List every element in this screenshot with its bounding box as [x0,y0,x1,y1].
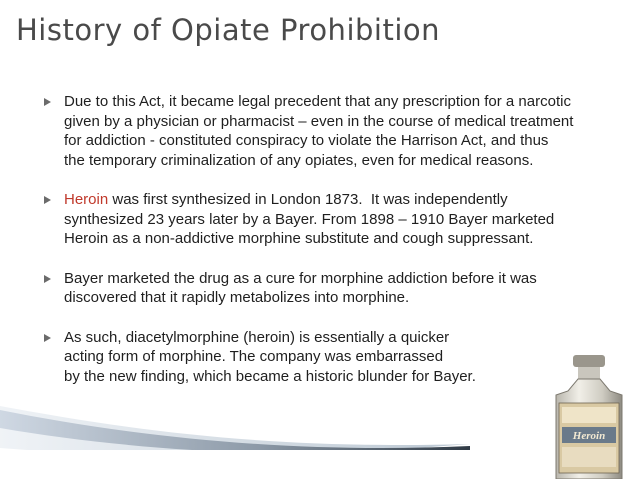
bullet-text-line [64,190,604,210]
heroin-highlight: Heroin [64,191,109,208]
bullet-text-line: synthesized 23 years later by a Bayer. From 1898 – 1910 Bayer marketed [64,210,555,228]
bullet-arrow-icon [44,334,51,342]
bullet-text-line: the temporary criminalization of any opiates, even for medical reasons. [64,151,534,169]
bullet-list [44,92,604,386]
bullet-arrow-icon [44,275,51,283]
bottle-label-text: Heroin [572,430,606,442]
bullet-arrow-icon [44,196,51,204]
bullet-text-line: acting form of morphine. The company was embarrassed [64,348,444,365]
bullet-text-line: Bayer marketed the drug as a cure for morphine addiction before it was [64,269,537,287]
bullet-text-line: Due to this Act, it became legal precedent that any prescription for a narcotic [64,93,571,110]
bullet-text-line: by the new finding, which became a historic blunder for Bayer. [64,367,476,385]
bullet-item [44,269,604,308]
bullet-text-line: for addiction - constituted conspiracy to violate the Harrison Act, and thus [64,132,549,149]
bullet-item [44,328,604,387]
bullet-text-line: As such, diacetylmorphine (heroin) is essentially a quicker [64,328,450,346]
bullet-item [44,190,604,249]
bullet-text-line: Heroin as a non-addictive morphine substitute and cough suppressant. [64,230,534,247]
slide-title: History of Opiate Prohibition [16,13,441,47]
bullet-arrow-icon [44,98,51,106]
bullet-text-line: discovered that it rapidly metabolizes into morphine. [64,289,410,306]
heroin-bottle-image [540,355,638,479]
bullet-text-line: given by a physician or pharmacist – even in the course of medical treatment [64,112,574,130]
bullet-item [44,92,604,170]
bullet-text-fragment: was first synthesized in London 1873. It was independently [108,191,508,208]
decorative-swoosh [0,388,470,479]
